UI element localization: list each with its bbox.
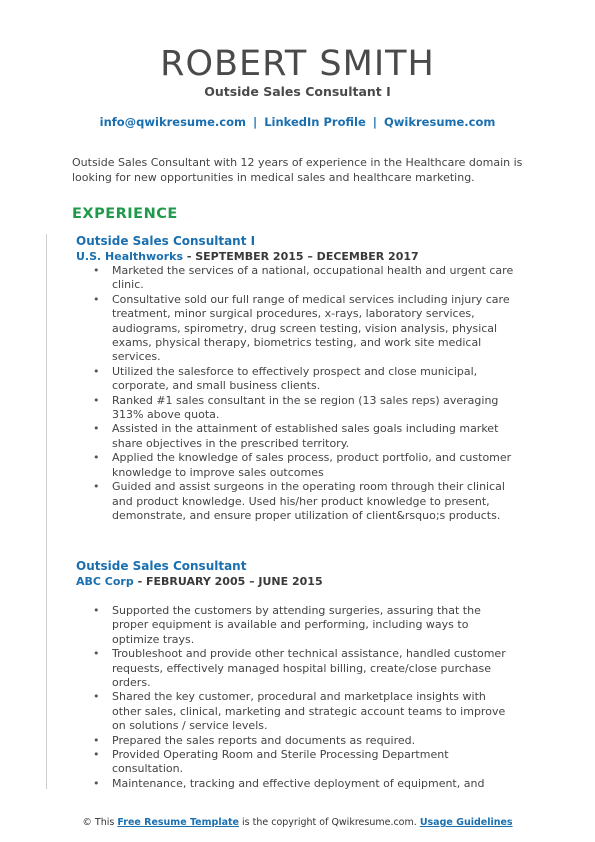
job-dates: SEPTEMBER 2015 – DECEMBER 2017 [195, 250, 419, 263]
list-item: • Guided and assist surgeons in the operating room through their clinical and product knowledge. Used his/her product knowledge to present, demonstrate, and ensure proper utilization of client&rsquo;s products. [76, 480, 516, 523]
list-item: • Assisted in the attainment of established sales goals including market share objectives in the prescribed territory. [76, 422, 516, 451]
list-item: • Provided Operating Room and Sterile Processing Department consultation. [76, 748, 516, 777]
job-title: Outside Sales Consultant [76, 559, 247, 573]
job-title: Outside Sales Consultant I [76, 234, 256, 248]
job-date-separator: - [186, 250, 196, 263]
list-item: • Utilized the salesforce to effectively prospect and close municipal, corporate, and small business clients. [76, 365, 516, 394]
list-item: • Troubleshoot and provide other technical assistance, handled customer requests, effectively managed hospital billing, create/close purchase orders. [76, 647, 516, 690]
job-entry [76, 234, 516, 523]
job-company: ABC Corp [76, 575, 134, 588]
footer-prefix: © This [82, 817, 115, 828]
contact-separator: | [252, 115, 258, 129]
job-meta [76, 574, 516, 589]
contact-line [0, 115, 595, 129]
list-item: • Supported the customers by attending surgeries, assuring that the proper equipment is available and performing, including ways to optimize trays. [76, 604, 516, 647]
email-link[interactable]: info@qwikresume.com [99, 115, 246, 129]
free-resume-template-link[interactable]: Free Resume Template [117, 817, 239, 828]
job-bullets [76, 264, 516, 523]
list-item: • Applied the knowledge of sales process, product portfolio, and customer knowledge to improve sales outcomes [76, 451, 516, 480]
job-company: U.S. Healthworks [76, 250, 183, 263]
summary-text: Outside Sales Consultant with 12 years of experience in the Healthcare domain is looking for new opportunities in medical sales and healthcare marketing. [72, 156, 523, 184]
list-item: • Ranked #1 sales consultant in the se region (13 sales reps) averaging 313% above quota. [76, 394, 516, 423]
candidate-name: ROBERT SMITH [160, 44, 435, 84]
timeline-line [46, 234, 47, 789]
list-item: • Prepared the sales reports and documents as required. [76, 734, 516, 748]
list-item: • Consultative sold our full range of medical services including injury care treatment, minor surgical procedures, x-rays, laboratory services, audiograms, spirometry, drug screen testing, vision analysis, physical exams, physical therapy, biometrics testing, and work site medical services. [76, 293, 516, 365]
job-dates: FEBRUARY 2005 – JUNE 2015 [145, 575, 323, 588]
candidate-title: Outside Sales Consultant I [204, 84, 391, 99]
linkedin-link[interactable]: LinkedIn Profile [264, 115, 366, 129]
list-item: • Marketed the services of a national, occupational health and urgent care clinic. [76, 264, 516, 293]
footer-middle: is the copyright of Qwikresume.com. [242, 817, 417, 828]
experience-heading: EXPERIENCE [72, 206, 178, 222]
list-item: • Maintenance, tracking and effective deployment of equipment, and [76, 777, 516, 791]
list-item: • Shared the key customer, procedural and marketplace insights with other sales, clinical, marketing and strategic account teams to improve on solutions / service levels. [76, 690, 516, 733]
contact-separator: | [372, 115, 377, 129]
website-link[interactable]: Qwikresume.com [384, 115, 496, 129]
footer [0, 817, 595, 828]
job-bullets [76, 604, 516, 791]
job-date-separator: - [137, 575, 146, 588]
job-entry [76, 559, 516, 791]
usage-guidelines-link[interactable]: Usage Guidelines [419, 817, 513, 828]
job-meta [76, 249, 516, 264]
